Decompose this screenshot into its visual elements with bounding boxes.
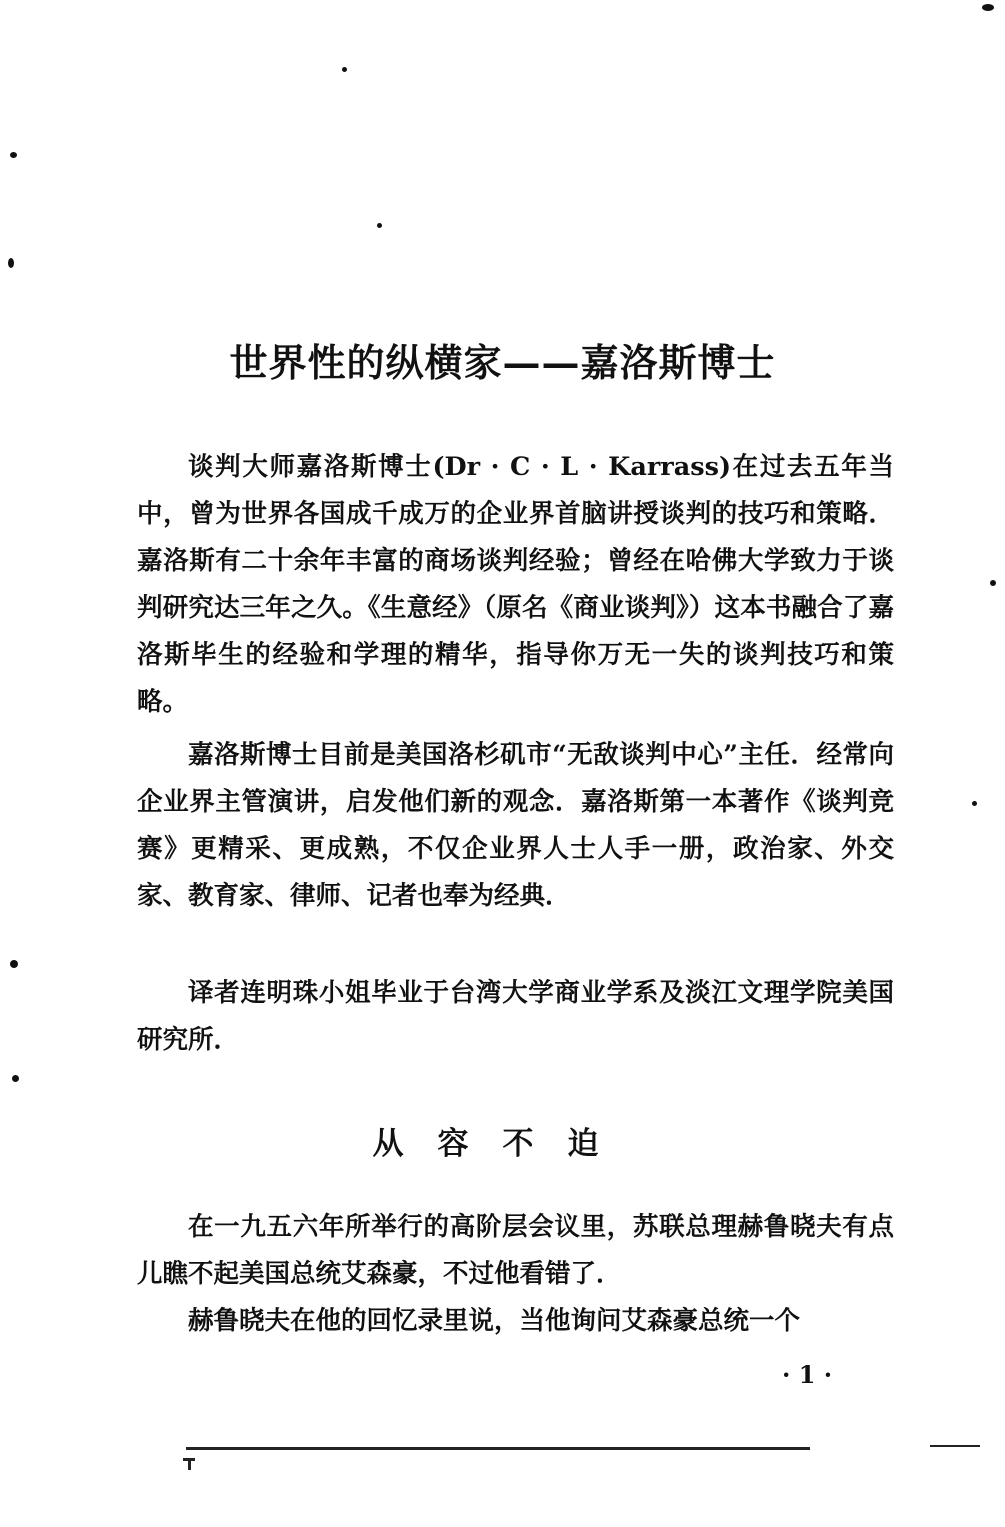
- paragraph-translator: 译者连明珠小姐毕业于台湾大学商业学系及淡江文理学院美国研究所．: [137, 978, 894, 1055]
- paragraph-career: 嘉洛斯博士目前是美国洛杉矶市“无敌谈判中心”主任．经常向企业界主管演讲，启发他们新的观念．嘉洛斯第一本著作《谈判竞赛》更精采、更成熟，不仅企业界人士人手一册，政治家、外交家、教育家、律师、记者也奉为经典．: [137, 740, 894, 911]
- section-title-composure: 从容不迫: [372, 1126, 633, 1162]
- bottom-edge-line: [186, 1447, 810, 1450]
- section-title-karrass: 世界性的纵横家——嘉洛斯博士: [229, 340, 776, 385]
- scan-speck: [377, 223, 382, 228]
- scan-speck: [10, 960, 18, 968]
- scan-speck: [8, 258, 14, 268]
- scan-speck: [10, 152, 17, 158]
- scan-speck: [982, 4, 994, 11]
- scan-speck: [12, 1075, 19, 1082]
- page-number: · 1 ·: [782, 1360, 833, 1389]
- scan-speck: [990, 580, 996, 586]
- margin-mark: [188, 1458, 191, 1470]
- scan-speck: [342, 67, 347, 72]
- paragraph-summit: 在一九五六年所举行的高阶层会议里，苏联总理赫鲁晓夫有点儿瞧不起美国总统艾森豪，不过他看错了．: [137, 1212, 894, 1289]
- paragraph-memoir: 赫鲁晓夫在他的回忆录里说，当他询问艾森豪总统一个: [188, 1306, 801, 1336]
- scan-speck: [972, 801, 977, 806]
- paragraph-intro: 谈判大师嘉洛斯博士(Dr · C · L · Karrass)在过去五年当中，曾为世界各国成千成万的企业界首脑讲授谈判的技巧和策略．嘉洛斯有二十余年丰富的商场谈判经验；曾经在哈佛大学致力于谈判研究达三年之久。《生意经》（原名《商业谈判》）这本书融合了嘉洛斯毕生的经验和学理的精华，指导你万无一失的谈判技巧和策略。: [137, 452, 894, 717]
- bottom-edge-line: [930, 1445, 980, 1447]
